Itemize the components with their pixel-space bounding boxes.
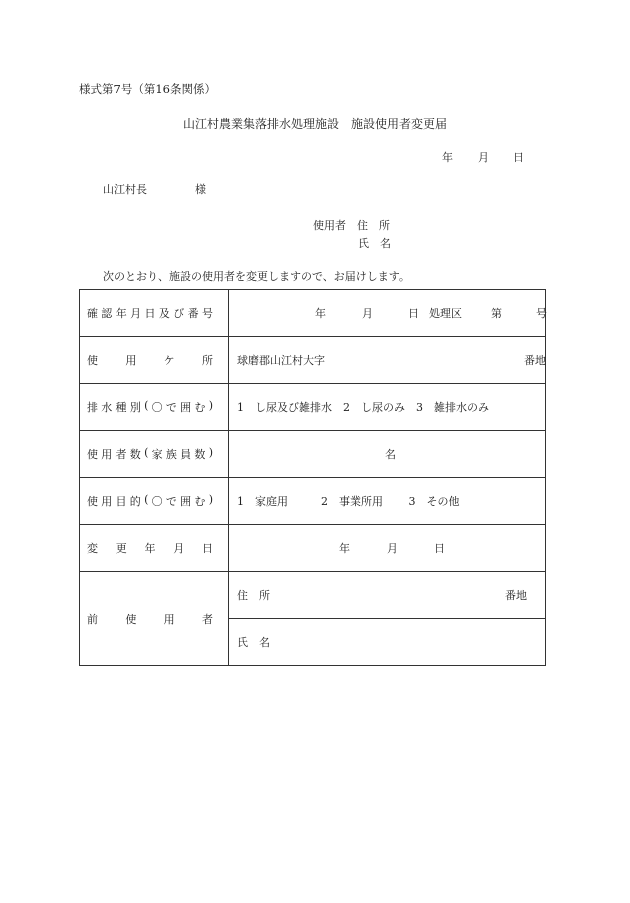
drainage-type-value[interactable]: 1 し尿及び雑排水 2 し尿のみ 3 雑排水のみ (229, 384, 546, 431)
table-row (80, 525, 546, 572)
confirmation-value[interactable]: 年 月 日 処理区 第 号 (229, 290, 546, 337)
date-year: 年 (442, 151, 453, 164)
change-date-value[interactable]: 年 月 日 (229, 525, 546, 572)
previous-user-address[interactable]: 住 所 番地 (229, 572, 545, 619)
user-count-value[interactable]: 名 (229, 431, 546, 478)
table-row (80, 337, 546, 384)
row-label: 前 使 用 者 (80, 572, 229, 666)
table-row (80, 572, 546, 666)
applicant-name-label: 氏 名 (358, 237, 391, 250)
addressee (103, 181, 206, 197)
row-label: 使 用 ケ 所 (80, 337, 229, 384)
row-label: 使 用 者 数 ( 家 族 員 数 ) (80, 431, 229, 478)
form-title: 山江村農業集落排水処理施設 施設使用者変更届 (182, 117, 447, 131)
form-table (79, 289, 546, 666)
row-label: 排 水 種 別 ( 〇 で 囲 む ) (80, 384, 229, 431)
row-label: 確 認 年 月 日 及 び 番 号 (80, 290, 229, 337)
table-row (80, 431, 546, 478)
date-day: 日 (513, 151, 524, 164)
applicant-address-label: 使用者 住 所 (313, 219, 390, 232)
table-row (80, 384, 546, 431)
table-row (80, 478, 546, 525)
addressee-honorific: 様 (195, 183, 206, 196)
previous-user-value (229, 572, 546, 666)
row-label: 使 用 目 的 ( 〇 で 囲 む ) (80, 478, 229, 525)
usage-location-value[interactable]: 球磨郡山江村大字 番地 (229, 337, 546, 384)
addressee-name: 山江村長 (103, 183, 147, 196)
table-row (80, 290, 546, 337)
row-label: 変 更 年 月 日 (80, 525, 229, 572)
intro-text: 次のとおり、施設の使用者を変更しますので、お届けします。 (103, 270, 410, 283)
usage-purpose-value[interactable]: 1 家庭用 2 事業所用 3 その他 (229, 478, 546, 525)
date-month: 月 (478, 151, 489, 164)
form-number: 様式第7号（第16条関係） (79, 82, 216, 96)
previous-user-name[interactable]: 氏 名 (237, 636, 270, 649)
